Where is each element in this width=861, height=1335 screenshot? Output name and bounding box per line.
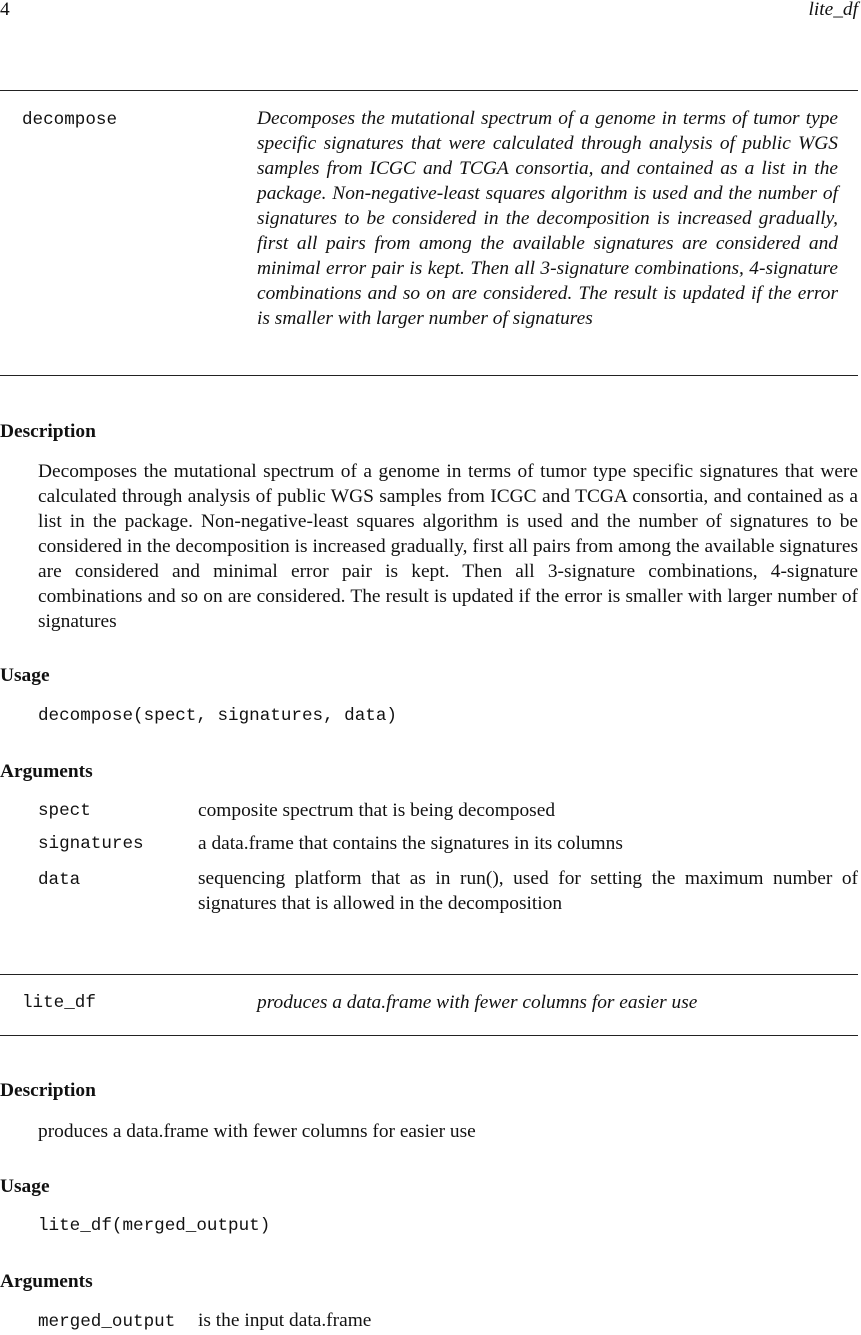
description-heading: Description	[0, 1080, 96, 1101]
argument-name: merged_output	[38, 1312, 176, 1332]
argument-name: data	[38, 870, 81, 890]
argument-description: composite spectrum that is being decomposed	[198, 800, 556, 821]
argument-description: a data.frame that contains the signatures in its columns	[198, 833, 623, 854]
usage-heading: Usage	[0, 665, 50, 686]
usage-code: lite_df(merged_output)	[38, 1216, 271, 1236]
argument-description: is the input data.frame	[198, 1310, 372, 1331]
description-heading: Description	[0, 421, 96, 442]
arguments-heading: Arguments	[0, 761, 93, 782]
function-title: produces a data.frame with fewer columns for easier use	[257, 992, 698, 1013]
entry-top-rule	[0, 90, 858, 91]
argument-name: spect	[38, 801, 91, 821]
function-title: Decomposes the mutational spectrum of a genome in terms of tumor type specific signatures that were calculated through analysis of public WGS samples from ICGC and TCGA consortia, and contained as a list in the package. Non-negative-least squares algorithm is used and the number of signatures to be considered in the decomposition is increased gradually, first all pairs from among the available signatures are considered and minimal error pair is kept. Then all 3-signature combinations, 4-signature combinations and so on are considered. The result is updated if the error is smaller with larger number of signatures	[257, 108, 838, 329]
usage-code: decompose(spect, signatures, data)	[38, 706, 397, 726]
usage-heading: Usage	[0, 1176, 50, 1197]
arguments-heading: Arguments	[0, 1271, 93, 1292]
entry-bottom-rule	[0, 1035, 858, 1036]
description-text: Decomposes the mutational spectrum of a genome in terms of tumor type specific signatures that were calculated through analysis of public WGS samples from ICGC and TCGA consortia, and contained as a list in the package. Non-negative-least squares algorithm is used and the number of signatures to be considered in the decomposition is increased gradually, first all pairs from among the available signatures are considered and minimal error pair is kept. Then all 3-signature combinations, 4-signature combinations and so on are considered. The result is updated if the error is smaller with larger number of signatures	[38, 461, 858, 632]
running-title: lite_df	[808, 0, 858, 20]
argument-name: signatures	[38, 834, 144, 854]
entry-top-rule	[0, 974, 858, 975]
entry-bottom-rule	[0, 375, 858, 376]
description-text: produces a data.frame with fewer columns for easier use	[38, 1121, 476, 1142]
argument-description: sequencing platform that as in run(), used for setting the maximum number of signatures that is allowed in the decomposition	[198, 868, 858, 914]
function-name: lite_df	[22, 993, 96, 1013]
page-number: 4	[0, 0, 10, 20]
function-name: decompose	[22, 110, 118, 130]
